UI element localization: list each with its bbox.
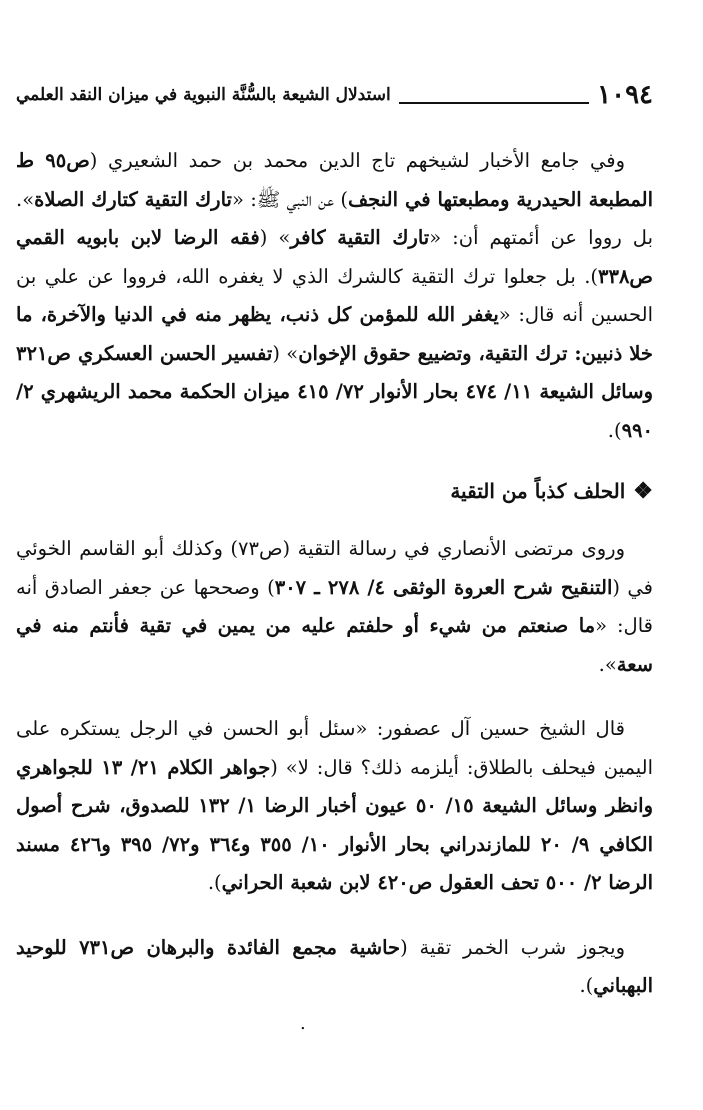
text-segment: ). bbox=[607, 418, 622, 442]
bold-citation-segment: تارك التقية كتارك الصلاة bbox=[34, 187, 232, 211]
section-heading bbox=[16, 476, 653, 506]
bold-citation-segment: التنقيح شرح العروة الوثقى ٤/ ٢٧٨ ـ ٣٠٧ bbox=[274, 575, 613, 599]
page-mark: . bbox=[300, 1013, 306, 1034]
paragraph-ansari-narration bbox=[16, 530, 653, 684]
section-heading-text: الحلف كذباً من التقية bbox=[450, 479, 626, 503]
text-segment: وروى مرتضى الأنصاري في رسالة التقية (ص٧٣) وكذلك أبو القاسم الخوئي في ( bbox=[16, 537, 653, 599]
text-segment: ». bbox=[598, 652, 617, 676]
text-segment: وفي جامع الأخبار لشيخهم تاج الدين محمد بن حمد الشعيري ( bbox=[89, 149, 626, 172]
bold-citation-segment: جواهر الكلام ٢١/ ١٣ للجواهري وانظر وسائل الشيعة ١٥/ ٥٠ عيون أخبار الرضا ١/ ١٣٢ للصدوق، شرح أصول الكافي ٩/ ٢٠ للمازندراني بحار الأنوار ١٠/ ٣٥٥ و٣٦٤ و٧٢/ ٣٩٥ و٤٢٦ مسند الرضا ٢/ ٥٠٠ تحف العقول ص٤٢٠ لابن شعبة الحراني bbox=[16, 755, 653, 894]
paragraph-wine-taqiyya bbox=[16, 929, 653, 1006]
text-segment: » ( bbox=[259, 226, 291, 249]
bold-citation-segment: ما صنعتم من شيء أو حلفتم عليه من يمين في تقية فأنتم منه في سعة bbox=[16, 614, 653, 676]
bold-citation-segment: حاشية مجمع الفائدة والبرهان ص٧٣١ للوحيد البهباني bbox=[16, 935, 653, 997]
text-segment: ). bbox=[579, 974, 594, 997]
text-segment: ) وصححها عن جعفر الصادق أنه قال: « bbox=[16, 575, 653, 637]
page-header bbox=[16, 74, 653, 110]
bold-citation-segment: فقه الرضا لابن بابويه القمي ص٣٣٨ bbox=[16, 226, 653, 288]
text-segment: ويجوز شرب الخمر تقية ( bbox=[400, 935, 625, 959]
header-rule bbox=[399, 102, 589, 104]
four-diamond-ornament-icon: ❖ bbox=[633, 478, 653, 504]
page-number: ١٠٩٤ bbox=[597, 80, 653, 110]
bold-citation-segment: ص٩٥ ط المطبعة الحيدرية ومطبعتها في النجف bbox=[16, 149, 654, 211]
book-page bbox=[16, 74, 653, 1110]
running-title: استدلال الشيعة بالسُّنَّة النبوية في ميزان النقد العلمي bbox=[16, 85, 391, 105]
text-segment: » ( bbox=[272, 341, 299, 365]
text-segment: ) عن النبي ﷺ: « bbox=[231, 187, 348, 211]
text-segment: ). بل جعلوا ترك التقية كالشرك الذي لا يغفره الله، فرووا عن علي بن الحسين أنه قال: « bbox=[16, 264, 654, 326]
paragraph-taqiyya-abandonment bbox=[16, 142, 653, 450]
bold-citation-segment: تارك التقية كافر bbox=[290, 226, 430, 249]
text-segment: ). bbox=[207, 871, 222, 894]
bold-citation-segment: يغفر الله للمؤمن كل ذنب، يظهر منه في الدنيا والآخرة، ما خلا ذنبين: ترك التقية، وتضييع حقوق الإخوان bbox=[16, 303, 653, 365]
text-segment: ». بل رووا عن أئمتهم أن: « bbox=[16, 187, 653, 249]
paragraph-asfour-narration bbox=[16, 710, 653, 903]
text-segment: قال الشيخ حسين آل عصفور: «سئل أبو الحسن في الرجل يستكره على اليمين فيحلف بالطلاق: أيلزمه ذلك؟ قال: لا» ( bbox=[16, 717, 653, 779]
bold-citation-segment: تفسير الحسن العسكري ص٣٢١ وسائل الشيعة ١١/ ٤٧٤ بحار الأنوار ٧٢/ ٤١٥ ميزان الحكمة محمد الريشهري ٢/ ٩٩٠ bbox=[16, 341, 653, 442]
